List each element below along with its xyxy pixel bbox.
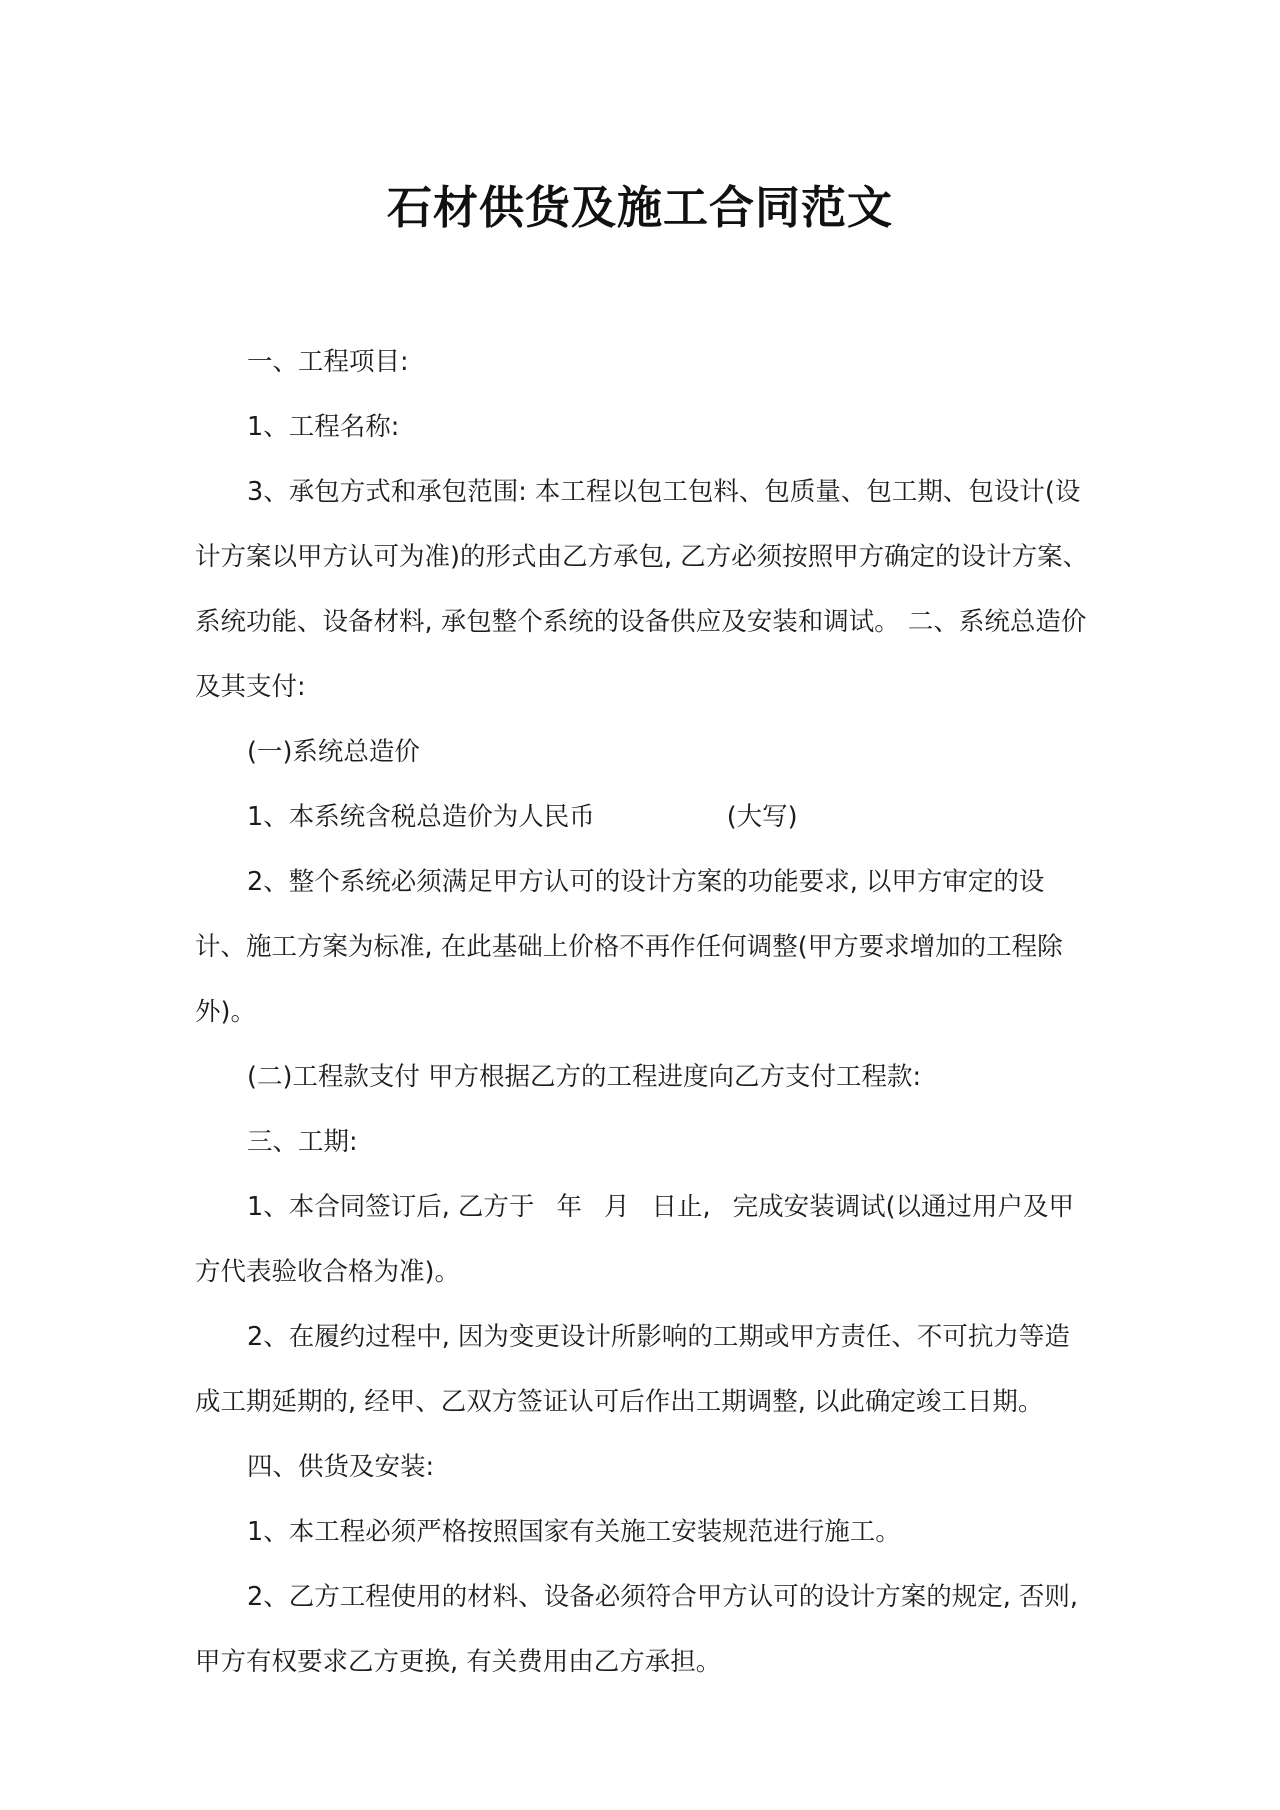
completion-date-suffix: 完成安装调试(以通过用户及甲方代表验收合格为准)。: [195, 1192, 1075, 1287]
subsection-total-price: (一)系统总造价: [247, 737, 420, 767]
document-title: 石材供货及施工合同范文: [386, 181, 893, 234]
paragraph-materials-requirements: 2、乙方工程使用的材料、设备必须符合甲方认可的设计方案的规定, 否则, 甲方有权要求乙方更换, 有关费用由乙方承担。: [195, 1582, 1079, 1677]
section-heading-project: 一、工程项目:: [247, 347, 409, 377]
subsection-payment: (二)工程款支付 甲方根据乙方的工程进度向乙方支付工程款:: [247, 1062, 922, 1092]
paragraph-price-amount: [195, 785, 1090, 850]
price-amount-label: 1、本系统含税总造价为人民币: [247, 802, 595, 832]
document-body: [195, 330, 1090, 1695]
section-heading-supply: 四、供货及安装:: [247, 1452, 435, 1482]
completion-month-label: 月: [603, 1192, 630, 1222]
paragraph-price-requirements: 2、整个系统必须满足甲方认可的设计方案的功能要求, 以甲方审定的设计、施工方案为标准, 在此基础上价格不再作任何调整(甲方要求增加的工程除外)。: [195, 867, 1063, 1027]
paragraph-contract-scope: 3、承包方式和承包范围: 本工程以包工包料、包质量、包工期、包设计(设计方案以甲方认可为准)的形式由乙方承包, 乙方必须按照甲方确定的设计方案、系统功能、设备材料, 承包整个系统的设备供应及安装和调试。 二、系统总造价及其支付:: [195, 477, 1089, 702]
completion-year-label: 年: [556, 1192, 582, 1222]
completion-day-label: 日止,: [651, 1192, 711, 1222]
paragraph-project-name: 1、工程名称:: [247, 412, 400, 442]
completion-date-prefix: 1、本合同签订后, 乙方于: [247, 1192, 535, 1222]
paragraph-schedule-extension: 2、在履约过程中, 因为变更设计所影响的工期或甲方责任、不可抗力等造成工期延期的, 经甲、乙双方签证认可后作出工期调整, 以此确定竣工日期。: [195, 1322, 1070, 1417]
paragraph-completion-date: [195, 1175, 1090, 1305]
section-heading-schedule: 三、工期:: [247, 1127, 358, 1157]
price-amount-uppercase-label: (大写): [726, 802, 798, 832]
paragraph-construction-standards: 1、本工程必须严格按照国家有关施工安装规范进行施工。: [247, 1517, 901, 1547]
